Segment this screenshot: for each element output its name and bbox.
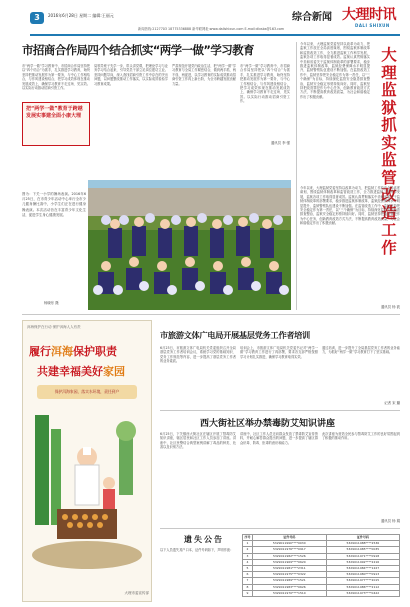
lead-side-box (22, 102, 90, 146)
ad-banner (37, 385, 137, 399)
ad-title-line2 (37, 363, 152, 379)
notice-table-cell: 5329011975****0322 (253, 572, 327, 578)
article2-bottom-divider (160, 410, 400, 411)
page-number-badge: 3 (30, 12, 44, 24)
notice-table-cell: 5329011973****0422 (326, 590, 399, 596)
erhai-ad (22, 320, 152, 602)
notice-table-cell: 9 (243, 590, 253, 596)
article2-byline: 记者 宋 璐 (384, 401, 400, 405)
article3-col1: 6月25日，下关镇西大街社区在辖区开展了禁毒防艾知识讲座，辖区居民和社区工作人员参加了讲座。讲座中，社区民警结合典型案例讲解了毒品的种类、危害以及识别方法。 (160, 432, 236, 450)
lead-byline: 通讯员 李 强 (270, 141, 290, 145)
photo-illustration (88, 180, 291, 310)
prison-body-top: 今年以来，大理监狱党委坚持以改革为动力，把监狱工作放在全局高度谋划，围绕监狱体制改革和监管改造工作，全力推进监狱工作科学发展，监狱各项工作取得显著成效。监狱认真贯彻落实中央和省委关于监狱体制改革的部署要求，稳步推进监狱体制改革，监狱经费保障水平明显提升，监狱警察队伍建设不断加强。在监管改造工作中，监狱坚持把安全稳定作为第一责任，以“三个确保”为目标，持续深化监管安全隐患排查整治，监狱安全稳定形势持续向好。同时，监狱坚持把改造罪犯作为中心任务，创新教育改造方式方法，不断提高教育改造质量，为社会和谐稳定作出了积极贡献。 (300, 42, 370, 99)
article2-col1: 6月23日，市旅游文体广电局机关党委组织召开全局基层党务工作者培训会议，系统学习党的基础知识、党务工作规范等内容，进一步提高了基层党务工作者的业务素质。 (160, 346, 236, 364)
notice-body: 以下人员遗失其户口本，证件号码如下，声明作废： (160, 548, 234, 552)
ad-illustration (23, 405, 151, 585)
lead-body-col4: 市“两学一做”学习教育中，市招商合作局坚持把以“四个结合”为抓手，扎实推进学习教育，始终坚持把推动发展作为第一要务，与中心工作相结合，与作风建设相结合，把学习成效体现在推动发展成效上，确保学习教育不走过场、见实效。以实际行动推动招商引资工作。 (240, 64, 290, 104)
notice-table-cell: 证件号码 (326, 535, 399, 541)
prison-body-bottom: 今年以来，大理监狱党委坚持以改革为动力，把监狱工作放在全局高度谋划，围绕监狱体制改革和监管改造工作，全力推进监狱工作科学发展，监狱各项工作取得显著成效。监狱认真贯彻落实中央和省委关于监狱体制改革的部署要求，稳步推进监狱体制改革，监狱经费保障水平明显提升，监狱警察队伍建设不断加强。在监管改造工作中，监狱坚持把安全稳定作为第一责任，以“三个确保”为目标，持续深化监管安全隐患排查整治，监狱安全稳定形势持续向好。同时，监狱坚持把改造罪犯作为中心任务，创新教育改造方式方法，不断提高教育改造质量，为社会和谐稳定作出了积极贡献。 (300, 186, 400, 226)
article3-col2: 讲座中，社区工作人员还向群众发放了禁毒防艾宣传资料，并耐心解答群众提出的问题，进一步提高了辖区群众识毒、防毒、拒毒的意识和能力。 (240, 432, 318, 445)
article3-byline: 通讯员 杨 娟 (380, 519, 400, 523)
ad-footer: 大理市委宣传部 (124, 591, 149, 595)
prison-byline: 通讯员 杨 波 (380, 305, 400, 309)
ad-title1-suffix: 保护职责 (73, 345, 117, 358)
photo-credit: 杨晓东 摄 (44, 301, 59, 305)
cheerleading-photo (88, 180, 291, 310)
notice-table-cell: 5329011970****1510 (253, 590, 327, 596)
ad-title1-highlight: 洱海 (51, 345, 73, 358)
notice-title: 遗失公告 (184, 535, 224, 544)
notice-table-cell: 5329011980****0913 (326, 572, 399, 578)
page-header (0, 0, 410, 38)
notice-table-cell: 5329011976****0917 (253, 547, 327, 553)
ad-top-line: 洱海保护在行动 保护洱海人人有责 (27, 325, 81, 329)
notice-table-cell: 5329011981****2311 (253, 565, 327, 571)
header-date-line: 2016年6月28日 星期二 编辑:王丽元 (48, 13, 114, 18)
header-contact-line: 新闻热线:2127703 18775336888 新华联网址:www.dalishixun.com E-mail:dlxsbs@163.com (138, 27, 285, 31)
article2-col3: 通过培训，进一步提升了全局基层党务工作者的业务能力，为抓好“两学一做”学习教育打下了坚实基础。 (322, 346, 400, 355)
notice-table-cell: 证件号码 (253, 535, 327, 541)
notice-table-cell: 5329011977****2015 (326, 578, 399, 584)
notice-table-cell: 7 (243, 578, 253, 584)
mid-divider (22, 314, 400, 315)
notice-table-cell: 5329011989****1521 (253, 578, 327, 584)
article2-title: 市旅游文体广电局开展基层党务工作者培训 (160, 330, 310, 340)
article3-bottom-divider (160, 528, 400, 529)
notice-table-cell: 5329011985****0035 (326, 547, 399, 553)
article3-title: 西大街社区举办禁毒防艾知识讲座 (200, 419, 336, 429)
lead-body-col2: 局领导班子先学一步，带头讲党课，把理论学习与业务学习结合起来，引导党员干部立足岗位建功立业。坚持问题导向，深入查找招商引资工作中存在的突出问题，以问题整改推动工作落实，以实际成效检验学习教育成果。 (94, 64, 168, 86)
notice-table-cell: 5329011992****2216 (326, 559, 399, 565)
notice-table-cell: 8 (243, 584, 253, 590)
notice-table-cell: 5329011969****0620 (253, 559, 327, 565)
masthead-english: DALI SHIXUN (355, 23, 390, 28)
ad-banner-text: 保护洱海家园，落实水环境，责任到户 (54, 389, 120, 394)
notice-table-cell: 1 (243, 541, 253, 547)
notice-table-cell: 5329011983****0626 (253, 584, 327, 590)
lead-headline: 市招商合作局四个结合抓实“两学一做”学习教育 (22, 43, 254, 57)
ad-title2-prefix: 共建幸福美好 (37, 365, 103, 378)
notice-table-cell: 2 (243, 547, 253, 553)
notice-table-cell: 5329011988****2536 (326, 541, 399, 547)
notice-table-cell: 4 (243, 559, 253, 565)
ad-title2-highlight: 家园 (103, 365, 125, 378)
right-column-divider (296, 42, 297, 310)
notice-table-cell: 5329011971****0918 (326, 553, 399, 559)
notice-table-row (243, 590, 400, 596)
notice-table-cell: 3 (243, 553, 253, 559)
lead-body-col3: 严肃规范开展党内政治生活，把“两学一做”学习教育与全局工作紧密结合，做到两手抓、两不误、两促进，以学习教育的实际成效推动招商引资工作再上新台阶，为全市跨越发展贡献力量。 (172, 64, 236, 86)
prison-vertical-title: 大理监狱抓实监管改造工作 (381, 45, 397, 257)
notice-table-cell: 5329011986****2112 (326, 584, 399, 590)
notice-table-cell: 6 (243, 572, 253, 578)
notice-table-cell: 5329011990****003X (253, 541, 327, 547)
lead-body-col1: 市“两学一做”学习教育中，市招商合作局坚持把以“四个结合”为抓手，扎实推进学习教育，始终坚持把推动发展作为第一要务，与中心工作相结合，与作风建设相结合，把学习成效体现在推动发展成效上，确保学习教育不走过场、见实效。以实际行动推动招商引资工作。 (22, 64, 90, 91)
section-label: 综合新闻 (292, 12, 332, 23)
lead-side-box-text: 把“两学一做”教育于跨越发展实事建全面小康大理 (26, 106, 83, 119)
notice-table-cell: 5 (243, 565, 253, 571)
masthead-logo: 大理时讯 (342, 7, 396, 23)
notice-table-cell: 序号 (244, 535, 251, 540)
article3-col3: 此次讲座为营造全民参与禁毒防艾工作的良好氛围起到了积极的推动作用。 (322, 432, 400, 441)
notice-table (242, 534, 400, 597)
notice-table-cell: 5329011982****1526 (253, 553, 327, 559)
header-rule (30, 34, 400, 36)
ad-title1-prefix: 履行 (29, 345, 51, 358)
photo-caption: 图为：下关一小学的操场表演。2016年6月25日，在市青少年活动中心举行全市少儿健身操比赛中，小学生们正在进行健身操表演。本次活动旨在丰富青少年文化生活，促进学生身心健康发展。 (22, 192, 86, 217)
article2-col2: 培训会上，市旅游文体广电局机关党委书记对“两学一做”学习教育工作进行了再部署，要求各支部严格按照学习计划扎实推进，确保学习教育取得实效。 (240, 346, 318, 359)
ad-title-line1 (29, 343, 149, 359)
notice-table-cell: 5329011984****1227 (326, 565, 399, 571)
